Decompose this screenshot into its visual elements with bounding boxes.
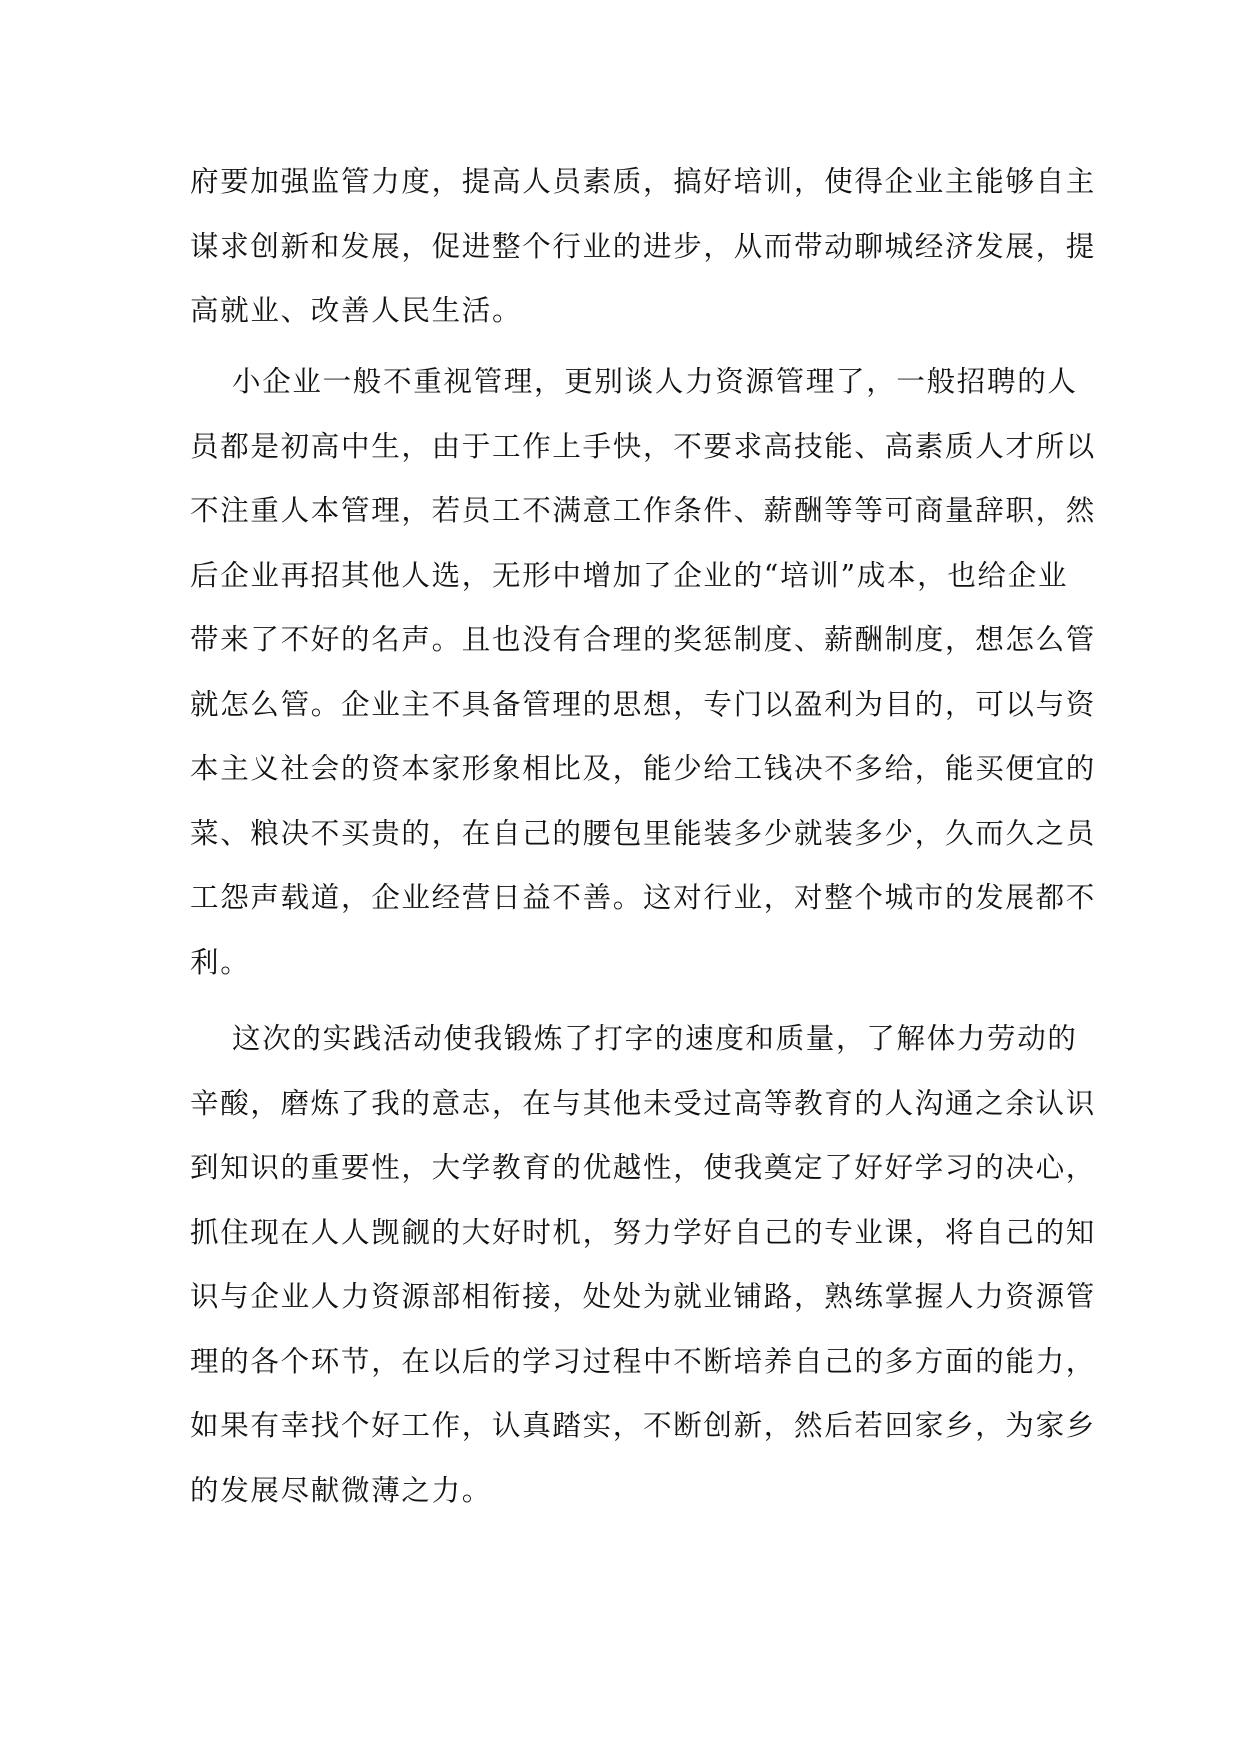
paragraph-line: 本主义社会的资本家形象相比及，能少给工钱决不多给，能买便宜的 (190, 752, 1097, 785)
paragraph-line: 利。 (190, 945, 251, 979)
paragraph-3 (190, 1007, 1097, 1523)
paragraph-line: 工怨声载道，企业经营日益不善。这对行业，对整个城市的发展都不 (190, 881, 1097, 914)
paragraph-line: 辛酸，磨炼了我的意志，在与其他未受过高等教育的人沟通之余认识 (190, 1086, 1097, 1120)
paragraph-line: 的发展尽献微薄之力。 (190, 1473, 493, 1507)
paragraph-line: 这次的实践活动使我锻炼了打字的速度和质量，了解体力劳动的 (232, 1022, 1078, 1055)
paragraph-line: 就怎么管。企业主不具备管理的思想，专门以盈利为目的，可以与资 (190, 687, 1097, 721)
paragraph-line: 小企业一般不重视管理，更别谈人力资源管理了，一般招聘的人 (232, 365, 1078, 398)
paragraph-line: 谋求创新和发展，促进整个行业的进步，从而带动聊城经济发展，提 (190, 229, 1097, 263)
paragraph-line: 员都是初高中生，由于工作上手快，不要求高技能、高素质人才所以 (190, 429, 1097, 463)
paragraph-line: 如果有幸找个好工作，认真踏实，不断创新，然后若回家乡，为家乡 (190, 1409, 1097, 1442)
paragraph-1 (190, 150, 1097, 344)
paragraph-line: 府要加强监管力度，提高人员素质，搞好培训，使得企业主能够自主 (190, 165, 1097, 198)
paragraph-line: 带来了不好的名声。且也没有合理的奖惩制度、薪酬制度，想怎么管 (190, 623, 1097, 656)
paragraph-2 (190, 350, 1097, 995)
paragraph-line: 到知识的重要性，大学教育的优越性，使我奠定了好好学习的决心， (190, 1151, 1097, 1184)
paragraph-line: 不注重人本管理，若员工不满意工作条件、薪酬等等可商量辞职，然 (190, 494, 1097, 527)
paragraph-line: 识与企业人力资源部相衔接，处处为就业铺路，熟练掌握人力资源管 (190, 1280, 1097, 1313)
paragraph-line: 高就业、改善人民生活。 (190, 294, 523, 327)
paragraph-line: 抓住现在人人觊觎的大好时机，努力学好自己的专业课，将自己的知 (190, 1215, 1097, 1249)
paragraph-line: 理的各个环节，在以后的学习过程中不断培养自己的多方面的能力， (190, 1344, 1097, 1378)
paragraph-line: 后企业再招其他人选，无形中增加了企业的“培训”成本，也给企业 (190, 558, 1069, 592)
paragraph-line: 菜、粮决不买贵的，在自己的腰包里能装多少就装多少，久而久之员 (190, 816, 1097, 850)
